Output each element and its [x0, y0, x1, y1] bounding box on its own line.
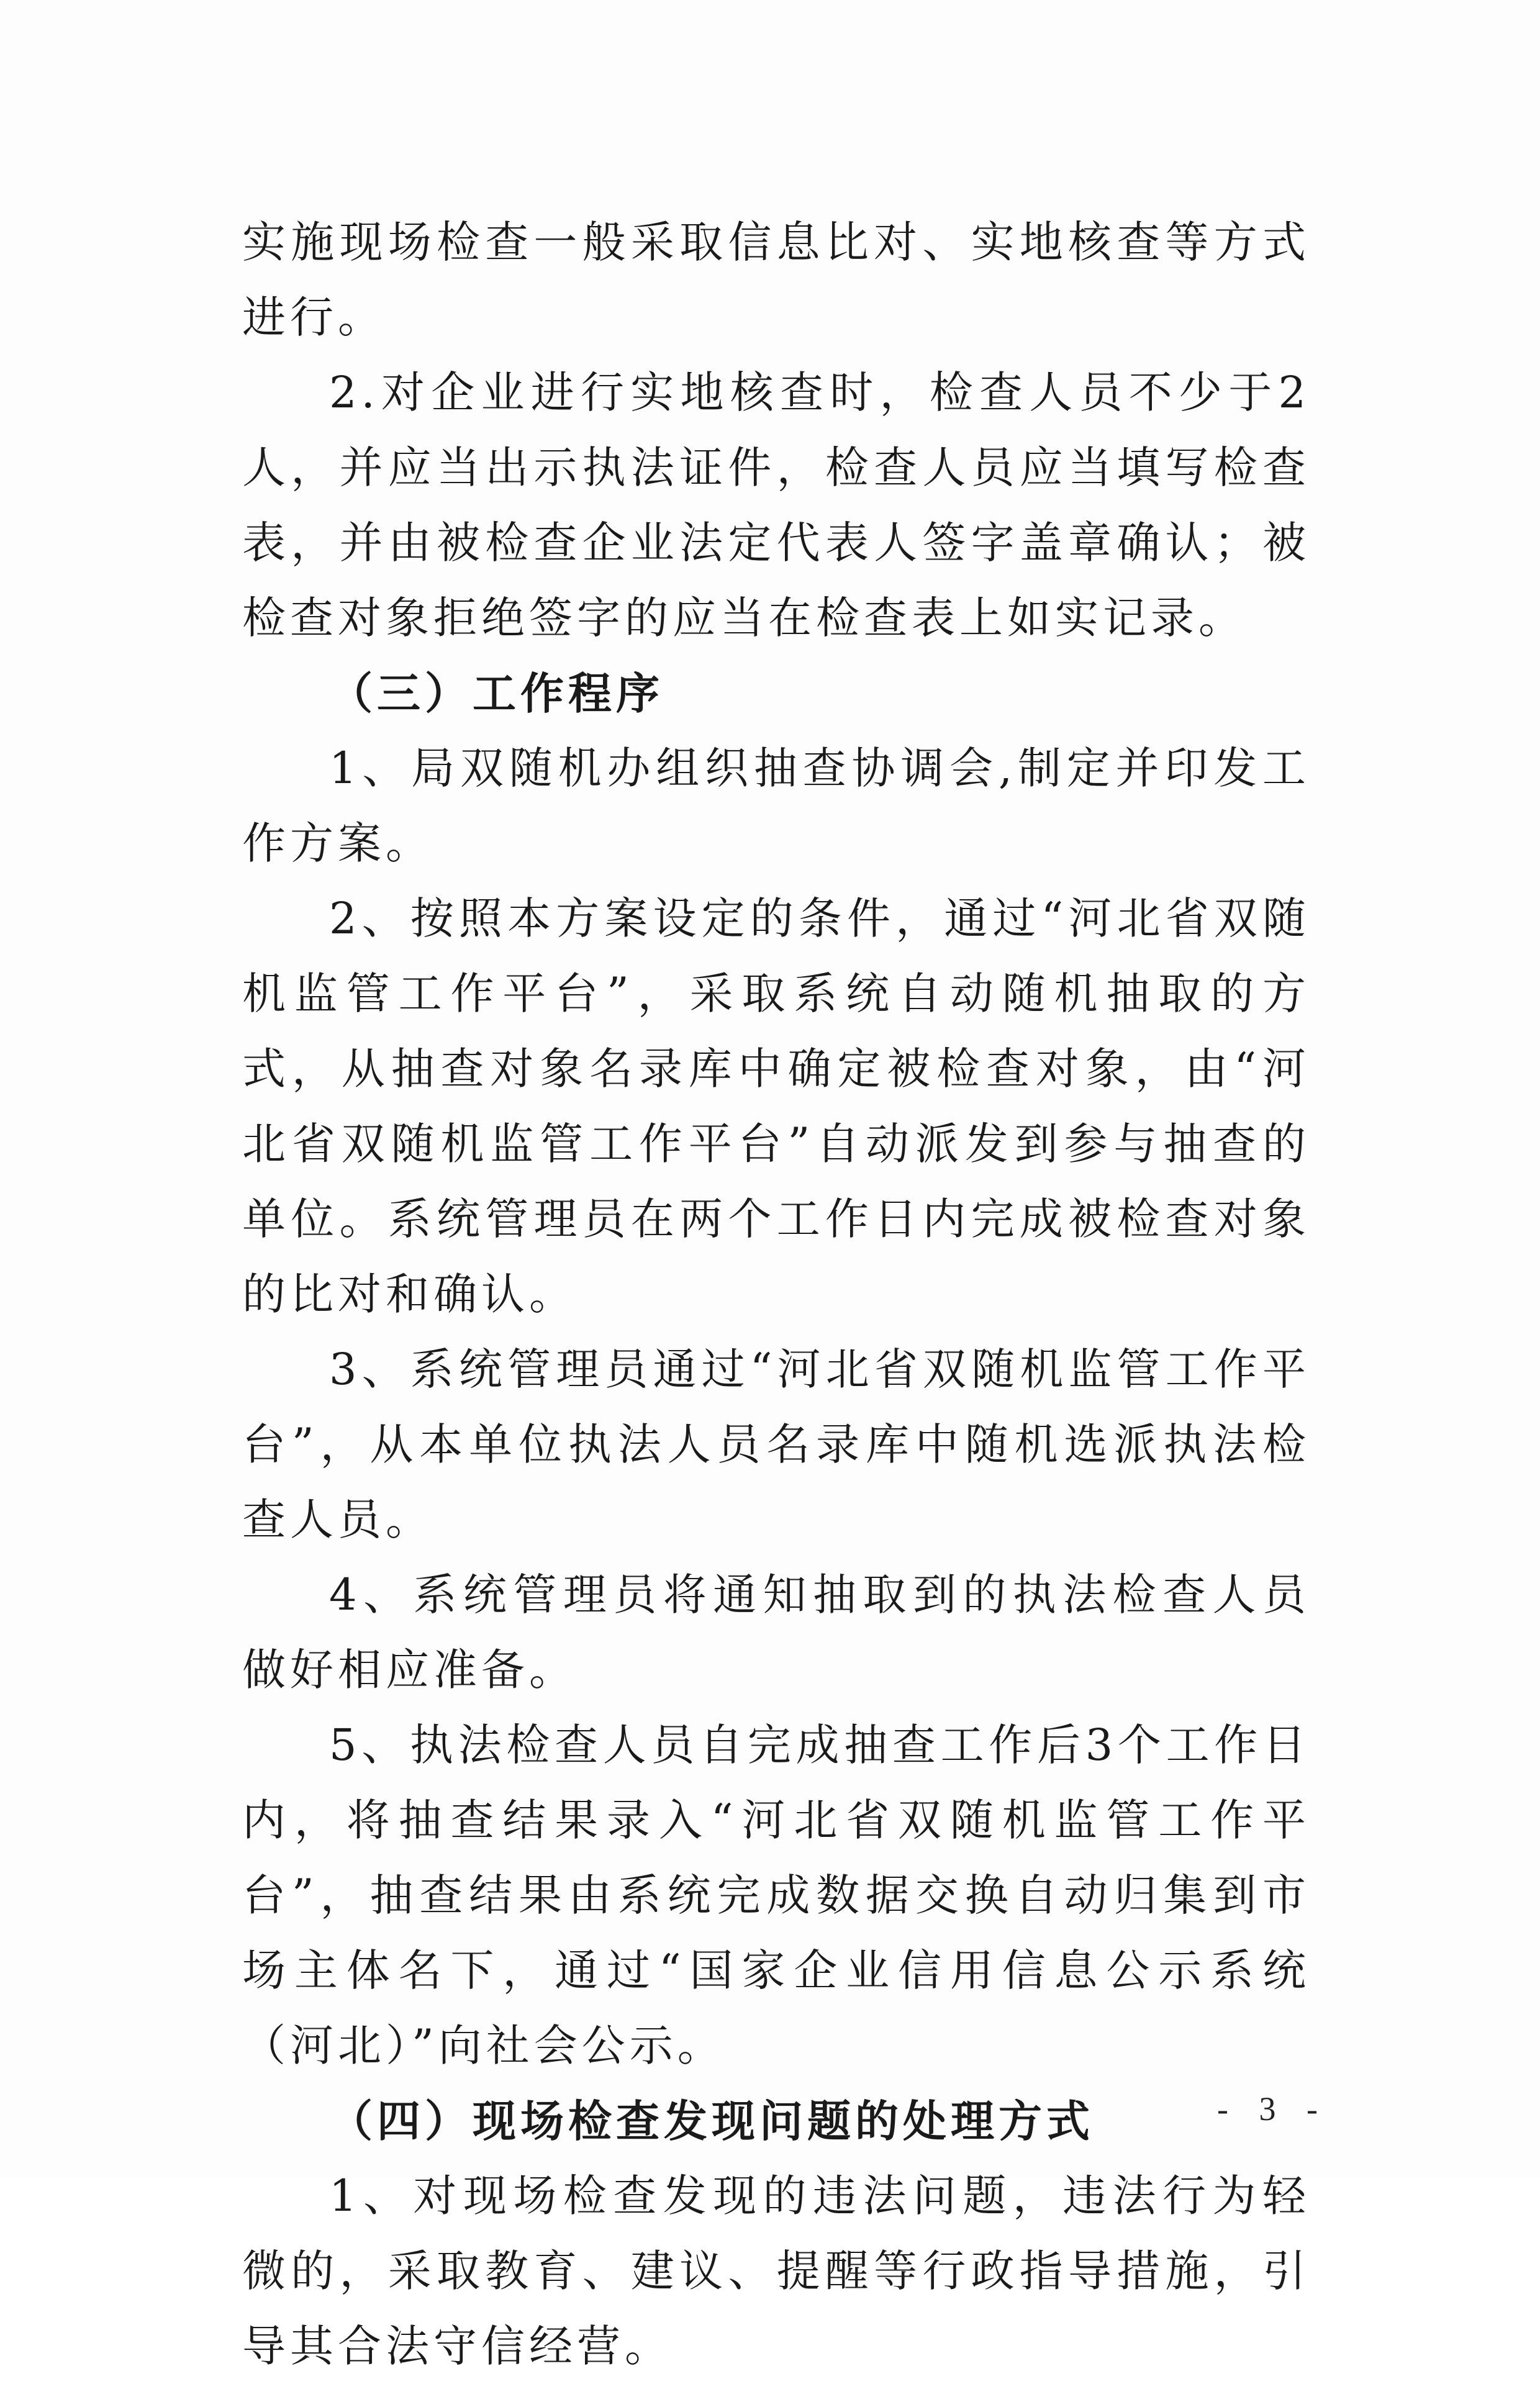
paragraph-continuation: 实施现场检查一般采取信息比对、实地核查等方式进行。 — [242, 217, 1310, 343]
paragraph-handling-1: 1、对现场检查发现的违法问题，违法行为轻微的，采取教育、建议、提醒等行政指导措施，引导其合法守信经营。 — [242, 2170, 1310, 2372]
paragraph-procedure-3: 3、系统管理员通过“河北省双随机监管工作平台”，从本单位执法人员名录库中随机选派执法检查人员。 — [242, 1344, 1310, 1545]
section-heading-work-procedure: （三）工作程序 — [329, 668, 664, 719]
paragraph-item-2-onsite-check: 2.对企业进行实地核查时，检查人员不少于2人，并应当出示执法证件，检查人员应当填写检查表，并由被检查企业法定代表人签字盖章确认；被检查对象拒绝签字的应当在检查表上如实记录。 — [242, 367, 1310, 643]
body-text — [242, 205, 1310, 2384]
page-number: - 3 - — [1217, 2090, 1329, 2128]
paragraph-procedure-5: 5、执法检查人员自完成抽查工作后3个工作日内，将抽查结果录入“河北省双随机监管工作平台”，抽查结果由系统完成数据交换自动归集到市场主体名下，通过“国家企业信用信息公示系统（河北）”向社会公示。 — [242, 1720, 1310, 2071]
paragraph-procedure-2: 2、按照本方案设定的条件，通过“河北省双随机监管工作平台”，采取系统自动随机抽取的方式，从抽查对象名录库中确定被检查对象，由“河北省双随机监管工作平台”自动派发到参与抽查的单位。系统管理员在两个工作日内完成被检查对象的比对和确认。 — [242, 893, 1310, 1320]
section-heading-problem-handling: （四）现场检查发现问题的处理方式 — [329, 2095, 1094, 2147]
paragraph-procedure-1: 1、局双随机办组织抽查协调会,制定并印发工作方案。 — [242, 743, 1310, 869]
paragraph-procedure-4: 4、系统管理员将通知抽取到的执法检查人员做好相应准备。 — [242, 1569, 1310, 1695]
